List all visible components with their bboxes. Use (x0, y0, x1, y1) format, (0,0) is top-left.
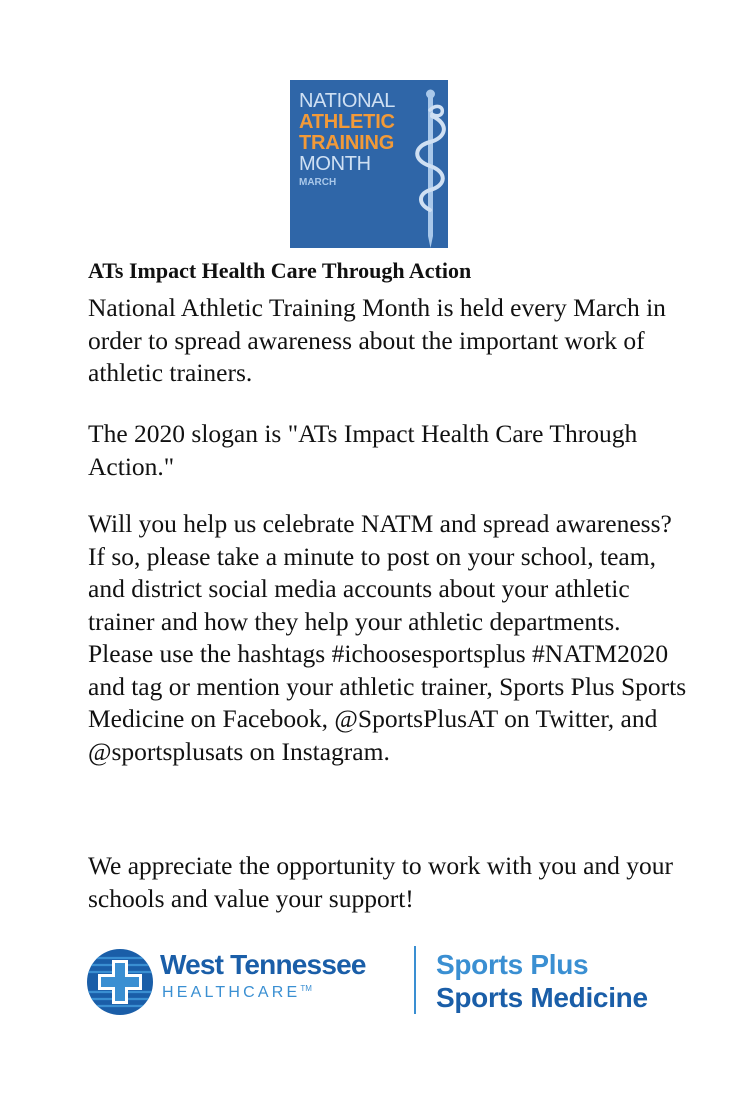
intro-paragraph: National Athletic Training Month is held every March in order to spread awareness about the important work of athletic trainers. (88, 293, 666, 387)
page-title: ATs Impact Health Care Through Action (88, 258, 472, 283)
sports-medicine-wordmark: Sports Medicine (436, 982, 648, 1013)
logo-line-national: NATIONAL (299, 90, 396, 112)
logo-line-march: MARCH (299, 177, 337, 188)
logo-line-athletic: ATHLETIC (299, 111, 395, 133)
trademark-mark: TM (300, 984, 312, 993)
logo-line-training: TRAINING (299, 132, 395, 154)
thanks-paragraph: We appreciate the opportunity to work with you and your schools and value your support! (88, 851, 674, 913)
slogan-paragraph: The 2020 slogan is "ATs Impact Health Care Through Action." (88, 419, 638, 481)
call-to-action-paragraph: Will you help us celebrate NATM and spread awareness? If so, please take a minute to post on your school, team, and district social media accounts about your athletic trainer and how they help your athletic departments. Please use the hashtags #ichoosesportsplus #NATM2020 and tag or mention your athletic trainer, Sports Plus Sports Medicine on Facebook, @SportsPlusAT on Twitter, and @sportsplusats on Instagram. (88, 509, 687, 766)
footer-divider (414, 946, 416, 1014)
logo-line-month: MONTH (299, 153, 371, 175)
medical-cross-icon (86, 948, 154, 1016)
staff-of-asclepius-icon (410, 80, 448, 248)
sports-plus-wordmark: Sports Plus (436, 949, 589, 980)
healthcare-text: HEALTHCARE (162, 984, 301, 1001)
natm-logo (290, 80, 448, 248)
west-tennessee-healthcare-logo (86, 948, 406, 1016)
west-tennessee-wordmark: West Tennessee (160, 949, 366, 980)
healthcare-wordmark (162, 985, 312, 1001)
